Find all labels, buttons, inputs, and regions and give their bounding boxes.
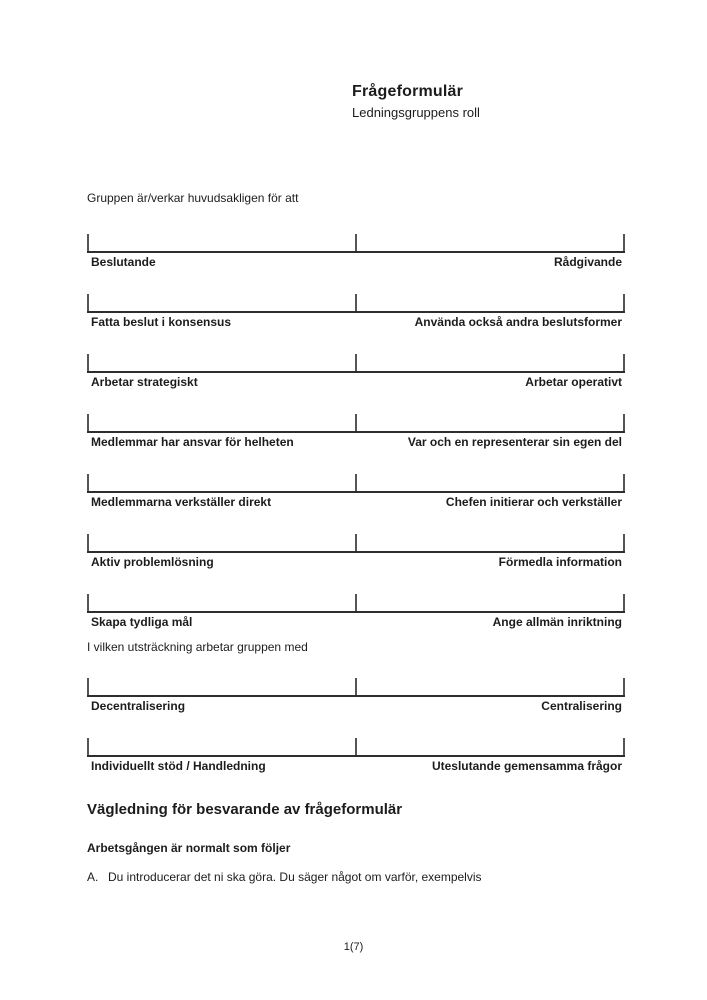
scale-tick-left — [87, 354, 89, 371]
scale-left-label: Individuellt stöd / Handledning — [91, 759, 266, 773]
scale-right-label: Förmedla information — [498, 555, 622, 569]
guidance-item-a-text: Du introducerar det ni ska göra. Du säger något om varför, exempelvis — [108, 870, 482, 884]
scale-left-label: Arbetar strategiskt — [91, 375, 198, 389]
section1-intro-text: Gruppen är/verkar huvudsakligen för att — [87, 191, 299, 205]
document-subtitle: Ledningsgruppens roll — [352, 105, 480, 120]
scale-tick-middle — [355, 234, 357, 251]
scale-tick-left — [87, 414, 89, 431]
scale-labels — [87, 255, 625, 269]
scale-line — [87, 414, 625, 433]
scale-tick-right — [623, 234, 625, 251]
rating-scale-row — [87, 414, 625, 449]
rating-scale-row — [87, 738, 625, 773]
scale-tick-right — [623, 738, 625, 755]
scale-left-label: Beslutande — [91, 255, 156, 269]
scale-line — [87, 678, 625, 697]
rating-scale-row — [87, 678, 625, 713]
scale-labels — [87, 315, 625, 329]
scale-labels — [87, 435, 625, 449]
scale-labels — [87, 759, 625, 773]
scale-right-label: Chefen initierar och verkställer — [445, 495, 622, 509]
scale-tick-middle — [355, 594, 357, 611]
scale-tick-middle — [355, 738, 357, 755]
scale-line — [87, 534, 625, 553]
scale-tick-left — [87, 474, 89, 491]
document-title: Frågeformulär — [352, 83, 464, 100]
scale-left-label: Medlemmar har ansvar för helheten — [91, 435, 294, 449]
scale-tick-left — [87, 738, 89, 755]
scale-left-label: Aktiv problemlösning — [91, 555, 214, 569]
scale-tick-middle — [355, 534, 357, 551]
scale-line — [87, 234, 625, 253]
guidance-item-a — [87, 870, 482, 884]
rating-scale-row — [87, 354, 625, 389]
scale-line — [87, 594, 625, 613]
scale-tick-middle — [355, 294, 357, 311]
rating-scale-row — [87, 294, 625, 329]
rating-scale-row — [87, 234, 625, 269]
scale-line — [87, 474, 625, 493]
scale-tick-left — [87, 234, 89, 251]
scale-tick-middle — [355, 678, 357, 695]
scale-line — [87, 354, 625, 373]
scale-right-label: Var och en representerar sin egen del — [407, 435, 622, 449]
guidance-item-a-label: A. — [87, 870, 99, 884]
scale-tick-left — [87, 678, 89, 695]
scale-right-label: Arbetar operativt — [525, 375, 622, 389]
scale-tick-right — [623, 414, 625, 431]
scale-tick-middle — [355, 474, 357, 491]
scale-tick-middle — [355, 414, 357, 431]
scale-tick-right — [623, 354, 625, 371]
scale-tick-right — [623, 474, 625, 491]
scale-tick-middle — [355, 354, 357, 371]
scale-tick-left — [87, 594, 89, 611]
page-number: 1(7) — [343, 941, 364, 953]
scale-left-label: Skapa tydliga mål — [91, 615, 193, 629]
scale-tick-right — [623, 594, 625, 611]
scale-tick-left — [87, 534, 89, 551]
scale-right-label: Använda också andra beslutsformer — [414, 315, 622, 329]
rating-scale-row — [87, 534, 625, 569]
guidance-heading: Vägledning för besvarande av frågeformulär — [87, 801, 403, 818]
scale-line — [87, 294, 625, 313]
scale-labels — [87, 375, 625, 389]
rating-scale-row — [87, 594, 625, 629]
scale-right-label: Centralisering — [541, 699, 622, 713]
scale-right-label: Ange allmän inriktning — [492, 615, 622, 629]
scale-tick-right — [623, 294, 625, 311]
rating-scale-row — [87, 474, 625, 509]
scale-labels — [87, 615, 625, 629]
scale-left-label: Decentralisering — [91, 699, 186, 713]
scale-tick-right — [623, 678, 625, 695]
scale-labels — [87, 699, 625, 713]
guidance-subheading: Arbetsgången är normalt som följer — [87, 841, 291, 855]
scale-labels — [87, 495, 625, 509]
scale-right-label: Rådgivande — [553, 255, 622, 269]
scale-labels — [87, 555, 625, 569]
scale-left-label: Fatta beslut i konsensus — [91, 315, 232, 329]
scale-line — [87, 738, 625, 757]
section2-intro-text: I vilken utsträckning arbetar gruppen med — [87, 640, 308, 654]
scale-left-label: Medlemmarna verkställer direkt — [91, 495, 272, 509]
scale-right-label: Uteslutande gemensamma frågor — [431, 759, 622, 773]
scale-tick-right — [623, 534, 625, 551]
scale-tick-left — [87, 294, 89, 311]
